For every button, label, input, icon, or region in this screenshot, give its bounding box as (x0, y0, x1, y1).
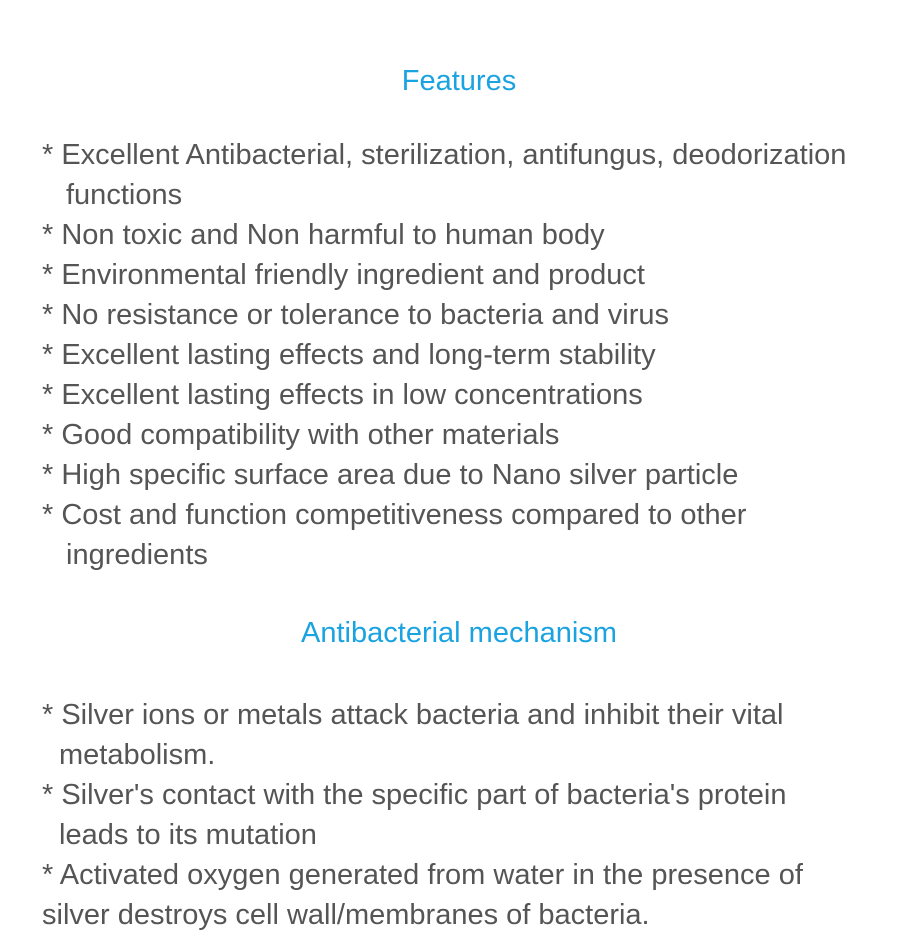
feature-item-line: * High specific surface area due to Nano silver particle (42, 459, 739, 491)
feature-item-continuation: ingredients (66, 539, 208, 571)
feature-item-line: * Excellent lasting effects and long-term stability (42, 339, 656, 371)
mechanism-item-continuation: leads to its mutation (59, 819, 317, 851)
feature-item-continuation: functions (66, 179, 183, 211)
feature-item-no-resistance (42, 295, 892, 335)
feature-item-antibacterial (42, 135, 892, 215)
feature-item-low-concentration (42, 375, 892, 415)
feature-item-cost (42, 495, 892, 575)
mechanism-item-metabolism (42, 695, 892, 775)
features-list (42, 135, 892, 575)
feature-item-compatibility (42, 415, 892, 455)
feature-item-line: * Excellent Antibacterial, sterilization, antifungus, deodorization (42, 139, 847, 171)
feature-item-line: * Good compatibility with other materials (42, 419, 560, 451)
mechanism-item-mutation (42, 775, 892, 855)
feature-item-line: * Environmental friendly ingredient and product (42, 259, 645, 291)
mechanism-item-oxygen (42, 855, 892, 935)
mechanism-item-continuation: silver destroys cell wall/membranes of bacteria. (42, 899, 650, 931)
mechanism-item-line: * Silver ions or metals attack bacteria and inhibit their vital (42, 699, 784, 731)
feature-item-non-toxic (42, 215, 892, 255)
feature-item-line: * No resistance or tolerance to bacteria and virus (42, 299, 670, 331)
feature-item-surface-area (42, 455, 892, 495)
mechanism-list (42, 695, 892, 935)
feature-item-line: * Non toxic and Non harmful to human body (42, 219, 605, 251)
feature-item-line: * Cost and function competitiveness compared to other (42, 499, 747, 531)
feature-item-line: * Excellent lasting effects in low concentrations (42, 379, 643, 411)
mechanism-item-line: * Silver's contact with the specific part of bacteria's protein (42, 779, 787, 811)
mechanism-heading: Antibacterial mechanism (301, 617, 617, 649)
mechanism-item-continuation: metabolism. (59, 739, 216, 771)
feature-item-lasting-stability (42, 335, 892, 375)
feature-item-environmental (42, 255, 892, 295)
features-heading: Features (401, 65, 517, 97)
mechanism-item-line: * Activated oxygen generated from water in the presence of (42, 859, 803, 891)
